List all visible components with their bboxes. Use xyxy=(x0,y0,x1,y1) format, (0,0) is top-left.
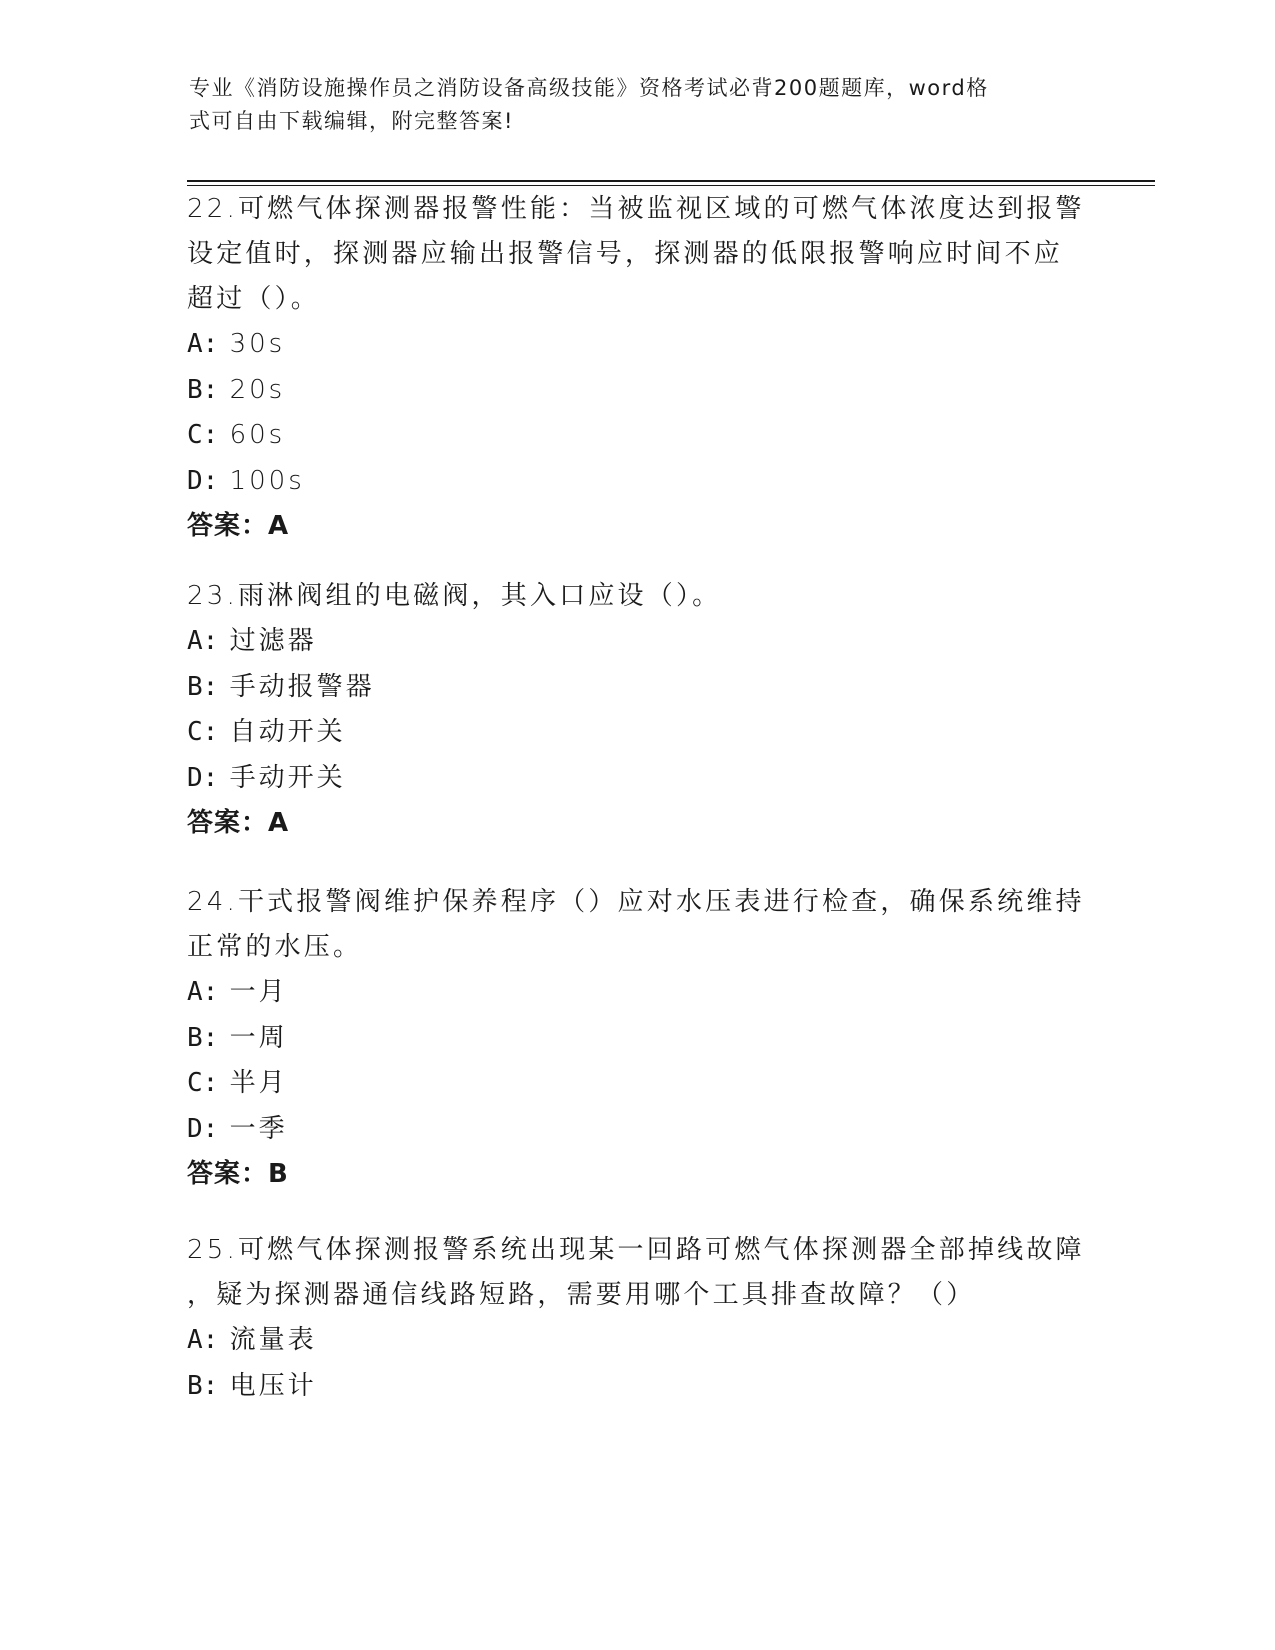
option-label: A: xyxy=(187,1325,219,1355)
stem-line: 正常的水压。 xyxy=(187,932,363,962)
option-text: 过滤器 xyxy=(229,626,317,656)
option-label: D: xyxy=(187,465,219,496)
option-label: D: xyxy=(187,1113,219,1144)
stem-line: 25.可燃气体探测报警系统出现某一回路可燃气体探测器全部掉线故障 xyxy=(187,1235,1085,1265)
option-text: 20s xyxy=(229,374,286,405)
answer-line: 答案：B xyxy=(187,1159,289,1189)
option-b xyxy=(187,1016,1087,1062)
question-25 xyxy=(187,1228,1087,1409)
option-label: A: xyxy=(187,977,219,1007)
option-text: 手动开关 xyxy=(229,762,346,793)
option-text: 一月 xyxy=(229,977,288,1007)
stem-line: ，疑为探测器通信线路短路，需要用哪个工具排查故障？（） xyxy=(187,1280,976,1310)
option-b xyxy=(187,1364,1087,1410)
option-a xyxy=(187,1318,1087,1364)
option-d xyxy=(187,459,1087,505)
option-text: 一季 xyxy=(229,1113,288,1144)
option-label: A: xyxy=(187,626,219,656)
header-line-2: 式可自由下载编辑，附完整答案! xyxy=(189,109,514,133)
option-c xyxy=(187,413,1087,459)
answer-line: 答案：A xyxy=(187,808,290,838)
option-label: B: xyxy=(187,1370,219,1401)
option-a xyxy=(187,970,1087,1016)
header-line-1: 专业《消防设施操作员之消防设备高级技能》资格考试必背200题题库，word格 xyxy=(189,76,989,100)
option-text: 一周 xyxy=(229,1022,288,1053)
option-text: 30s xyxy=(229,329,286,359)
question-stem xyxy=(187,1228,1087,1318)
question-stem xyxy=(187,880,1087,970)
stem-line: 22.可燃气体探测器报警性能：当被监视区域的可燃气体浓度达到报警 xyxy=(187,194,1085,224)
question-24 xyxy=(187,880,1087,1197)
question-23 xyxy=(187,574,1087,846)
option-label: A: xyxy=(187,329,219,359)
option-c xyxy=(187,710,1087,756)
header-divider-thick xyxy=(187,180,1155,182)
option-a xyxy=(187,322,1087,368)
option-text: 手动报警器 xyxy=(229,671,375,702)
option-text: 半月 xyxy=(229,1068,288,1098)
stem-line: 23.雨淋阀组的电磁阀，其入口应设（）。 xyxy=(187,581,722,611)
option-label: B: xyxy=(187,374,219,405)
question-22 xyxy=(187,187,1087,549)
option-a xyxy=(187,619,1087,665)
option-text: 自动开关 xyxy=(229,717,346,747)
stem-line: 设定值时，探测器应输出报警信号，探测器的低限报警响应时间不应 xyxy=(187,239,1064,269)
option-c xyxy=(187,1061,1087,1107)
option-b xyxy=(187,368,1087,414)
header-divider-thin xyxy=(187,185,1155,186)
stem-line: 24.干式报警阀维护保养程序（）应对水压表进行检查，确保系统维持 xyxy=(187,887,1085,917)
question-stem xyxy=(187,187,1087,322)
question-stem xyxy=(187,574,1087,619)
option-label: C: xyxy=(187,1068,219,1098)
option-text: 60s xyxy=(229,420,286,450)
option-d xyxy=(187,756,1087,802)
option-label: B: xyxy=(187,1022,219,1053)
option-text: 电压计 xyxy=(229,1370,317,1401)
option-label: D: xyxy=(187,762,219,793)
option-text: 流量表 xyxy=(229,1325,317,1355)
option-label: C: xyxy=(187,420,219,450)
option-b xyxy=(187,665,1087,711)
document-header xyxy=(189,72,1069,138)
stem-line: 超过（）。 xyxy=(187,284,321,314)
option-label: C: xyxy=(187,717,219,747)
answer-line: 答案：A xyxy=(187,511,290,541)
option-text: 100s xyxy=(229,465,305,496)
option-label: B: xyxy=(187,671,219,702)
option-d xyxy=(187,1107,1087,1153)
